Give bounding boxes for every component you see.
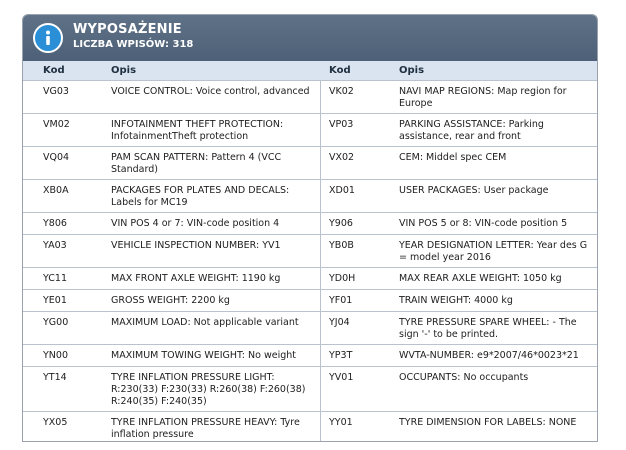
code-cell: VX02: [329, 152, 355, 163]
column-divider: [320, 213, 321, 234]
description-cell: TYRE INFLATION PRESSURE LIGHT: R:230(33) F:230(33) R:260(38) F:260(38) R:240(35) F:240(35): [111, 372, 306, 407]
description-cell: TYRE INFLATION PRESSURE HEAVY: Tyre inflation pressure: [111, 417, 300, 440]
description-cell: PACKAGES FOR PLATES AND DECALS: Labels for MC19: [111, 185, 290, 208]
code-cell: VG03: [43, 86, 69, 97]
column-divider: [320, 290, 321, 311]
code-cell: YP3T: [329, 350, 353, 361]
table-row: [23, 345, 597, 367]
code-cell: YA03: [43, 240, 67, 251]
code-cell: YV01: [329, 372, 354, 383]
description-cell: CEM: Middel spec CEM: [399, 152, 507, 163]
table-row: [23, 81, 597, 114]
code-cell: YT14: [43, 372, 67, 383]
info-icon: [33, 23, 63, 53]
description-cell: TYRE DIMENSION FOR LABELS: NONE: [399, 417, 577, 428]
description-cell: VIN POS 5 or 8: VIN-code position 5: [399, 218, 568, 229]
code-cell: Y906: [329, 218, 353, 229]
code-cell: YG00: [43, 317, 69, 328]
code-cell: YX05: [43, 417, 68, 428]
table-row: [23, 367, 597, 412]
table-row: [23, 290, 597, 312]
description-cell: MAX FRONT AXLE WEIGHT: 1190 kg: [111, 273, 281, 284]
column-divider: [320, 412, 321, 442]
table-row: [23, 268, 597, 290]
panel-title: WYPOSAŻENIE: [73, 22, 182, 37]
column-divider: [320, 114, 321, 146]
description-cell: PAM SCAN PATTERN: Pattern 4 (VCC Standard): [111, 152, 282, 175]
code-cell: XD01: [329, 185, 355, 196]
table-row: [23, 213, 597, 235]
description-cell: GROSS WEIGHT: 2200 kg: [111, 295, 230, 306]
description-cell: VEHICLE INSPECTION NUMBER: YV1: [111, 240, 281, 251]
code-cell: YC11: [43, 273, 68, 284]
code-cell: YF01: [329, 295, 353, 306]
description-cell: MAXIMUM TOWING WEIGHT: No weight: [111, 350, 296, 361]
column-divider: [320, 367, 321, 411]
description-cell: TRAIN WEIGHT: 4000 kg: [399, 295, 513, 306]
code-cell: YB0B: [329, 240, 354, 251]
description-cell: WVTA-NUMBER: e9*2007/46*0023*21: [399, 350, 579, 361]
description-cell: NAVI MAP REGIONS: Map region for Europe: [399, 86, 567, 109]
code-cell: Y806: [43, 218, 67, 229]
code-cell: VQ04: [43, 152, 70, 163]
description-cell: MAX REAR AXLE WEIGHT: 1050 kg: [399, 273, 562, 284]
description-cell: VIN POS 4 or 7: VIN-code position 4: [111, 218, 280, 229]
column-divider: [320, 81, 321, 113]
code-cell: XB0A: [43, 185, 69, 196]
table-row: [23, 312, 597, 345]
table-row: [23, 235, 597, 268]
code-cell: YY01: [329, 417, 353, 428]
description-cell: INFOTAINMENT THEFT PROTECTION: InfotainmentTheft protection: [111, 119, 284, 142]
code-cell: YN00: [43, 350, 68, 361]
column-header-description: Opis: [111, 65, 137, 76]
equipment-table: [23, 81, 597, 442]
code-cell: VK02: [329, 86, 354, 97]
table-row: [23, 412, 597, 442]
column-divider: [320, 268, 321, 289]
column-header-code: Kod: [43, 65, 65, 76]
code-cell: YD0H: [329, 273, 356, 284]
description-cell: TYRE PRESSURE SPARE WHEEL: - The sign '-' to be printed.: [399, 317, 577, 340]
description-cell: PARKING ASSISTANCE: Parking assistance, rear and front: [399, 119, 544, 142]
table-row: [23, 114, 597, 147]
entry-count: LICZBA WPISÓW: 318: [73, 39, 194, 50]
column-divider: [320, 235, 321, 267]
column-header-code: Kod: [329, 65, 351, 76]
column-header-row: [23, 61, 597, 81]
description-cell: YEAR DESIGNATION LETTER: Year des G = model year 2016: [399, 240, 588, 263]
column-divider: [320, 147, 321, 179]
column-divider: [320, 312, 321, 344]
description-cell: OCCUPANTS: No occupants: [399, 372, 529, 383]
description-cell: MAXIMUM LOAD: Not applicable variant: [111, 317, 299, 328]
table-row: [23, 147, 597, 180]
column-divider: [320, 345, 321, 366]
code-cell: VP03: [329, 119, 354, 130]
column-divider: [320, 180, 321, 212]
code-cell: VM02: [43, 119, 70, 130]
description-cell: VOICE CONTROL: Voice control, advanced: [111, 86, 310, 97]
description-cell: USER PACKAGES: User package: [399, 185, 549, 196]
code-cell: YE01: [43, 295, 67, 306]
column-header-description: Opis: [399, 65, 425, 76]
code-cell: YJ04: [329, 317, 350, 328]
panel-header: [23, 15, 597, 61]
equipment-panel: [22, 14, 598, 442]
table-row: [23, 180, 597, 213]
